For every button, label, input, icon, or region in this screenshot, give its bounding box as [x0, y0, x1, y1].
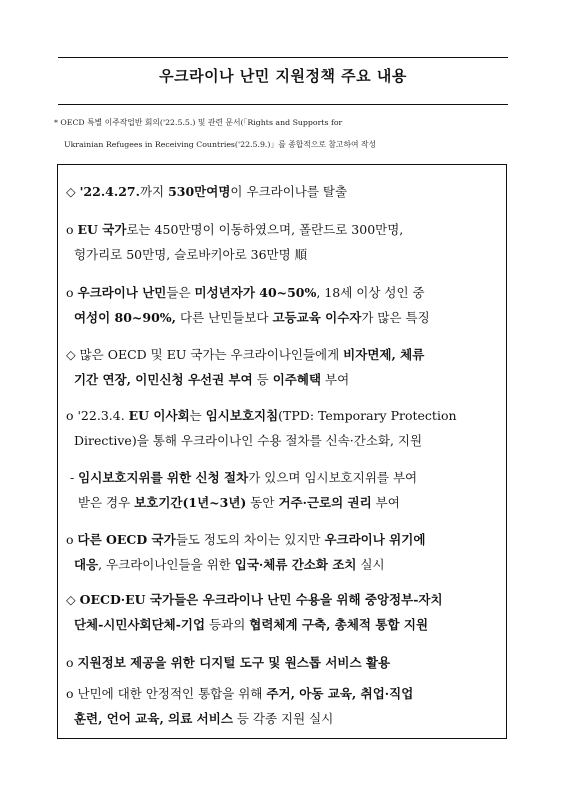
- emphasis-text: EU 국가: [77, 222, 127, 237]
- body-text: 가 많은 특징: [361, 310, 430, 325]
- emphasis-text: 단체-시민사회단체-기업: [73, 617, 206, 632]
- body-text: [66, 310, 74, 325]
- emphasis-text: 보호기간(1년~3년): [134, 495, 247, 510]
- body-text: 부여: [321, 372, 350, 387]
- policy-item: [66, 280, 503, 330]
- emphasis-text: 임시보호지침: [205, 408, 279, 423]
- body-text: o: [66, 285, 78, 300]
- body-text: , 우크라이나인들을 위한: [98, 557, 235, 572]
- emphasis-text: 비자면제, 체류: [343, 347, 425, 362]
- policy-item: [66, 681, 503, 731]
- policy-item: [66, 587, 503, 637]
- emphasis-text: 다른 OECD 국가: [77, 532, 176, 547]
- body-text: [66, 372, 74, 387]
- body-text: , 18세 이상 성인 중: [316, 285, 425, 300]
- emphasis-text: 여성이 80~90%,: [73, 310, 177, 325]
- emphasis-text: 임시보호지위를 위한 신청 절차: [78, 470, 249, 485]
- body-text: 는: [189, 408, 206, 423]
- body-text: [66, 711, 74, 726]
- body-text: ◇: [66, 592, 80, 607]
- body-text: 동안: [246, 495, 279, 510]
- source-note-text: * OECD 특별 이주작업반 회의('22.5.5.) 및 관련 문서(「Rights and Supports for: [54, 118, 343, 127]
- policy-item-line: [66, 465, 503, 490]
- emphasis-text: 우크라이나 난민: [77, 285, 167, 300]
- emphasis-text: OECD·EU 국가들은 우크라이나 난민 수용을 위해 중앙정부-자치: [79, 592, 443, 607]
- body-text: 들도 정도의 차이는 있지만: [175, 532, 325, 547]
- body-text: ◇: [66, 184, 80, 199]
- policy-item-line: [66, 342, 503, 367]
- body-text: 등과의: [205, 617, 250, 632]
- policy-item-line: [66, 681, 503, 706]
- page-title: 우크라이나 난민 지원정책 주요 내용: [159, 67, 407, 85]
- emphasis-text: 기간 연장, 이민신청 우선권 부여: [73, 372, 253, 387]
- body-text: 다른 난민들보다: [176, 310, 273, 325]
- policy-item: [66, 217, 503, 267]
- emphasis-text: 입국·체류 간소화 조치: [234, 557, 357, 572]
- policy-item-line: [66, 612, 503, 637]
- emphasis-text: 고등교육 이수자: [272, 310, 362, 325]
- policy-item: [66, 179, 503, 204]
- title-bottom-rule: [58, 104, 508, 105]
- emphasis-text: 이주혜택: [272, 372, 322, 387]
- emphasis-text: EU 이사회: [128, 408, 190, 423]
- body-text: o: [66, 655, 78, 670]
- source-note-line: [54, 134, 514, 156]
- policy-item: [66, 650, 503, 675]
- emphasis-text: 거주·근로의 권리: [278, 495, 372, 510]
- policy-item: [66, 527, 503, 577]
- body-text: 부여: [371, 495, 400, 510]
- body-text: 가 있으며 임시보호지위를 부여: [248, 470, 418, 485]
- body-text: 등: [252, 372, 273, 387]
- source-note-text: Ukrainian Refugees in Receiving Countries('22.5.9.)」를 종합적으로 참고하여 작성: [64, 140, 377, 149]
- body-text: -: [66, 470, 79, 485]
- policy-item: [66, 403, 503, 453]
- source-note: [54, 112, 514, 156]
- policy-item-line: [66, 305, 503, 330]
- body-text: 헝가리로 50만명, 슬로바키아로 36만명 順: [66, 247, 308, 262]
- policy-item-line: [66, 706, 503, 731]
- body-text: [66, 557, 74, 572]
- emphasis-text: 주거, 아동 교육, 취업·직업: [266, 686, 414, 701]
- policy-item-line: [66, 179, 503, 204]
- policy-item-line: [66, 552, 503, 577]
- emphasis-text: 우크라이나 위기에: [324, 532, 426, 547]
- policy-item-line: [66, 403, 503, 428]
- emphasis-text: 협력체계 구축, 총체적 통합 지원: [249, 617, 429, 632]
- body-text: (TPD: Temporary Protection: [278, 408, 457, 423]
- policy-item-line: [66, 280, 503, 305]
- body-text: o 난민에 대한 안정적인 통합을 위해: [66, 686, 267, 701]
- body-text: 로는 450만명이 이동하였으며, 폴란드로 300만명,: [126, 222, 404, 237]
- body-text: 등 각종 지원 실시: [232, 711, 334, 726]
- emphasis-text: 대응: [73, 557, 99, 572]
- body-text: 실시: [356, 557, 385, 572]
- emphasis-text: 훈련, 언어 교육, 의료 서비스: [73, 711, 233, 726]
- title-top-rule: [58, 57, 508, 58]
- body-text: o: [66, 222, 78, 237]
- policy-item-line: [66, 587, 503, 612]
- policy-item: [66, 342, 503, 392]
- policy-item-line: [66, 490, 503, 515]
- body-text: [66, 617, 74, 632]
- policy-item: [66, 465, 503, 515]
- body-text: o '22.3.4.: [66, 408, 129, 423]
- policy-item-line: [66, 650, 503, 675]
- body-text: 받은 경우: [66, 495, 135, 510]
- emphasis-text: 미성년자가 40~50%: [194, 285, 317, 300]
- body-text: 까지: [139, 184, 169, 199]
- emphasis-text: 530만여명: [168, 184, 231, 199]
- content-box: [57, 164, 507, 739]
- policy-item-line: [66, 367, 503, 392]
- policy-item-line: [66, 527, 503, 552]
- source-note-line: [54, 112, 514, 134]
- body-text: 이 우크라이나를 탈출: [230, 184, 348, 199]
- body-text: Directive)을 통해 우크라이나인 수용 절차를 신속·간소화, 지원: [66, 433, 423, 448]
- body-text: 들은: [166, 285, 195, 300]
- policy-item-line: [66, 428, 503, 453]
- policy-item-line: [66, 242, 503, 267]
- body-text: o: [66, 532, 78, 547]
- policy-item-line: [66, 217, 503, 242]
- emphasis-text: '22.4.27.: [79, 184, 140, 199]
- body-text: ◇ 많은 OECD 및 EU 국가는 우크라이나인들에게: [66, 347, 344, 362]
- emphasis-text: 지원정보 제공을 위한 디지털 도구 및 원스톱 서비스 활용: [77, 655, 391, 670]
